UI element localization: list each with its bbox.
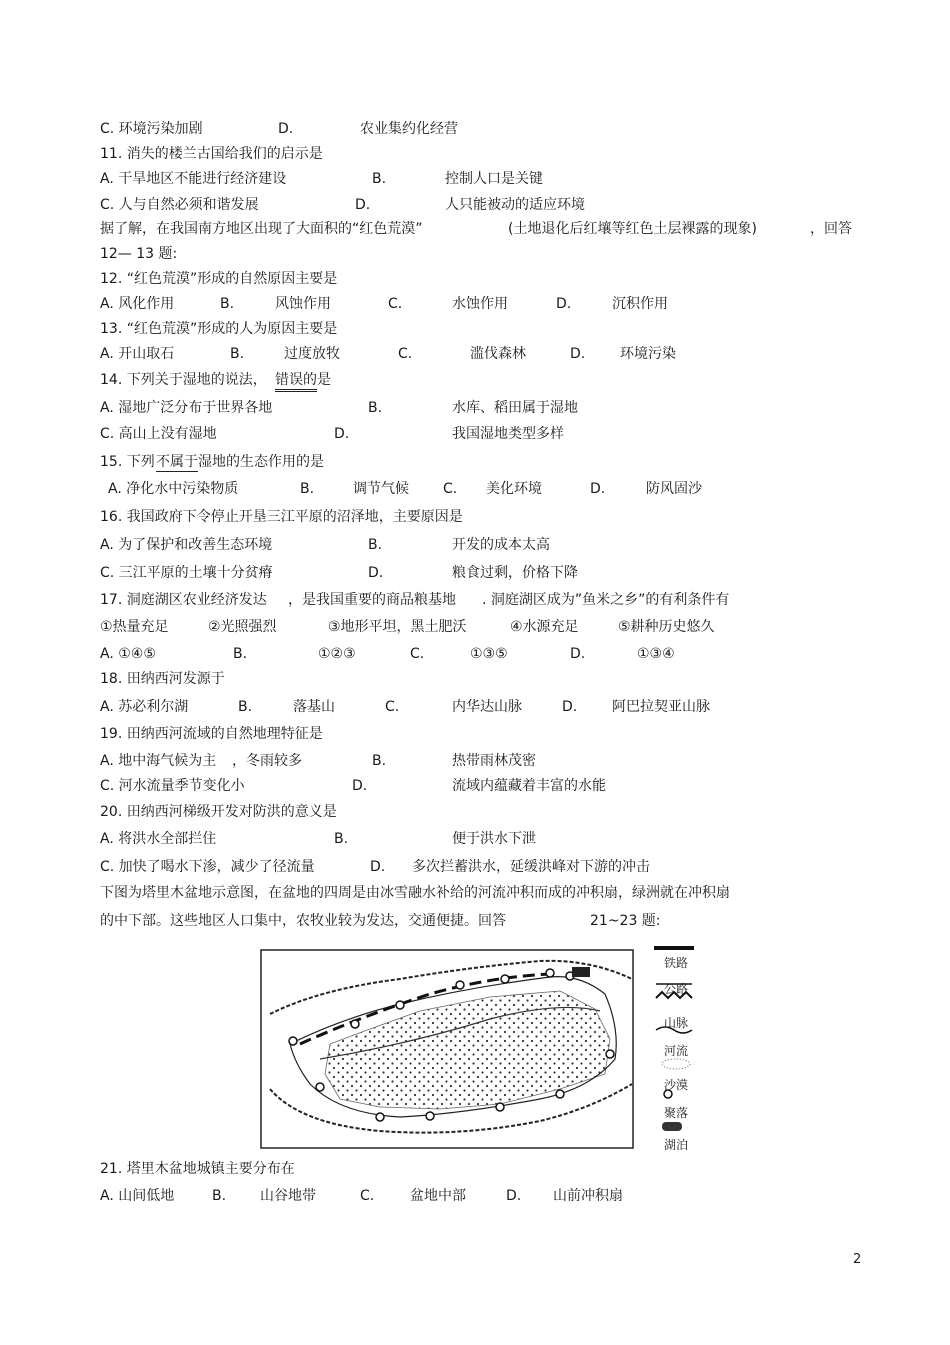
text-segment: C. 高山上没有湿地 — [100, 426, 217, 442]
text-segment: B. — [238, 699, 253, 715]
text-segment: D. — [570, 646, 586, 662]
text-segment: 15. 下列 — [100, 454, 155, 470]
legend-mountain: 山脉 — [663, 1016, 688, 1030]
text-segment: D. — [368, 565, 384, 581]
text-segment: 过度放牧 — [284, 346, 340, 362]
text-segment: A. 苏必利尔湖 — [100, 699, 189, 715]
text-segment: B. — [212, 1188, 227, 1204]
text-segment: D. — [562, 699, 578, 715]
text-segment: 12— 13 题: — [100, 246, 178, 262]
text-segment: ④水源充足 — [510, 619, 579, 635]
text-segment: 盆地中部 — [410, 1188, 466, 1204]
text-segment: B. — [368, 400, 383, 416]
text-segment: D. — [506, 1188, 522, 1204]
page-number: 2 — [853, 1252, 862, 1267]
legend-road: 公路 — [663, 982, 688, 996]
text-segment: B. — [334, 831, 349, 847]
text-segment: 热带雨林茂密 — [452, 753, 536, 769]
text-segment: 不属于 — [156, 454, 198, 470]
text-segment: 滥伐森林 — [470, 346, 526, 362]
text-segment: 阿巴拉契亚山脉 — [612, 699, 710, 715]
text-segment: A. 开山取石 — [100, 346, 175, 362]
text-segment: ，回答 — [810, 221, 852, 237]
text-segment: 风蚀作用 — [275, 296, 331, 312]
text-segment: ①③⑤ — [470, 646, 508, 662]
text-segment: ②光照强烈 — [208, 619, 277, 635]
text-segment: 控制人口是关键 — [445, 171, 543, 187]
text-segment: 调节气候 — [353, 481, 409, 497]
text-segment: 内华达山脉 — [452, 699, 522, 715]
text-segment: B. — [230, 346, 245, 362]
text-segment: 湿地的生态作用的是 — [198, 454, 324, 470]
text-segment: 多次拦蓄洪水，延缓洪峰对下游的冲击 — [412, 859, 650, 875]
text-segment: 11. 消失的楼兰古国给我们的启示是 — [100, 146, 323, 162]
text-segment: 21. 塔里木盆地城镇主要分布在 — [100, 1161, 295, 1177]
text-segment: D. — [355, 197, 371, 213]
legend-river: 河流 — [663, 1044, 688, 1058]
text-segment: C. — [388, 296, 403, 312]
text-segment: A. 干旱地区不能进行经济建设 — [100, 171, 287, 187]
text-segment: B. — [372, 753, 387, 769]
text-segment: 20. 田纳西河梯级开发对防洪的意义是 — [100, 804, 337, 820]
text-segment: C. 加快了喝水下渗，减少了径流量 — [100, 859, 315, 875]
text-segment: C. — [385, 699, 400, 715]
text-segment: C. — [410, 646, 425, 662]
text-segment: 粮食过剩，价格下降 — [452, 565, 578, 581]
text-segment: 16. 我国政府下令停止开垦三江平原的沼泽地，主要原因是 — [100, 509, 463, 525]
text-segment: 沉积作用 — [612, 296, 668, 312]
text-segment: 17. 洞庭湖区农业经济发达 — [100, 592, 267, 608]
text-segment: 14. 下列关于湿地的说法， — [100, 372, 267, 388]
text-segment: A. 净化水中污染物质 — [108, 481, 239, 497]
text-segment: B. — [220, 296, 235, 312]
text-segment: ，是我国重要的商品粮基地 — [288, 592, 456, 608]
text-segment: D. — [334, 426, 350, 442]
text-segment: 农业集约化经营 — [360, 121, 458, 137]
text-segment: C. 环境污染加剧 — [100, 121, 203, 137]
text-segment: 便于洪水下泄 — [452, 831, 536, 847]
legend-settlement: 聚落 — [663, 1106, 688, 1120]
text-segment: 水蚀作用 — [452, 296, 508, 312]
text-segment: D. — [570, 346, 586, 362]
legend-lake: 湖泊 — [663, 1138, 688, 1152]
text-segment: ⑤耕种历史悠久 — [618, 619, 715, 635]
text-segment: C. 人与自然必须和谐发展 — [100, 197, 259, 213]
text-segment: 18. 田纳西河发源于 — [100, 671, 225, 687]
text-segment: 我国湿地类型多样 — [452, 426, 564, 442]
text-segment: 防风固沙 — [646, 481, 702, 497]
text-segment: 12. “红色荒漠”形成的自然原因主要是 — [100, 271, 338, 287]
text-segment: C. — [443, 481, 458, 497]
text-segment: B. — [372, 171, 387, 187]
text-segment: 水库、稻田属于湿地 — [452, 400, 578, 416]
text-segment: A. 山间低地 — [100, 1188, 175, 1204]
text-segment: C. 三江平原的土壤十分贫瘠 — [100, 565, 273, 581]
text-segment: ①热量充足 — [100, 619, 169, 635]
map-legend — [648, 944, 708, 1154]
text-segment: D. — [556, 296, 572, 312]
text-segment: (土地退化后红壤等红色土层裸露的现象) — [508, 221, 757, 237]
text-segment: 落基山 — [293, 699, 335, 715]
text-segment: A. ①④⑤ — [100, 646, 156, 662]
text-segment: ①②③ — [318, 646, 356, 662]
text-segment: C. 河水流量季节变化小 — [100, 778, 245, 794]
text-segment: 13. “红色荒漠”形成的人为原因主要是 — [100, 321, 338, 337]
text-segment: A. 湿地广泛分布于世界各地 — [100, 400, 273, 416]
text-segment: A. 为了保护和改善生态环境 — [100, 537, 273, 553]
text-segment: . 洞庭湖区成为”鱼米之乡”的有利条件有 — [482, 592, 730, 608]
text-segment: 21~23 题: — [590, 913, 661, 929]
text-segment: 环境污染 — [620, 346, 676, 362]
text-segment: 山谷地带 — [260, 1188, 316, 1204]
text-segment: 错误的 — [275, 371, 317, 392]
text-segment: 美化环境 — [486, 481, 542, 497]
text-segment: 山前冲积扇 — [553, 1188, 623, 1204]
text-segment: ③地形平坦，黑土肥沃 — [328, 619, 467, 635]
text-segment: C. — [360, 1188, 375, 1204]
text-segment: A. 将洪水全部拦住 — [100, 831, 217, 847]
tarim-basin-map — [260, 949, 634, 1149]
text-segment: B. — [368, 537, 383, 553]
text-segment: 开发的成本太高 — [452, 537, 550, 553]
text-segment: B. — [300, 481, 315, 497]
text-segment: A. 风化作用 — [100, 296, 175, 312]
text-segment: 据了解，在我国南方地区出现了大面积的“红色荒漠” — [100, 221, 423, 237]
legend-desert: 沙漠 — [663, 1078, 688, 1092]
text-segment: 19. 田纳西河流域的自然地理特征是 — [100, 726, 323, 742]
legend-railway: 铁路 — [663, 956, 688, 970]
text-segment: D. — [370, 859, 386, 875]
text-segment: D. — [278, 121, 294, 137]
text-segment: 人只能被动的适应环境 — [445, 197, 585, 213]
text-segment: 的中下部。这些地区人口集中，农牧业较为发达，交通便捷。回答 — [100, 913, 506, 929]
text-segment: D. — [352, 778, 368, 794]
text-segment: 流域内蕴藏着丰富的水能 — [452, 778, 606, 794]
text-segment: A. 地中海气候为主 — [100, 753, 217, 769]
text-segment: C. — [398, 346, 413, 362]
text-segment: ①③④ — [637, 646, 675, 662]
text-segment: B. — [233, 646, 248, 662]
text-segment: D. — [590, 481, 606, 497]
text-segment: ，冬雨较多 — [232, 753, 302, 769]
text-segment: 下图为塔里木盆地示意图，在盆地的四周是由冰雪融水补给的河流冲积而成的冲积扇，绿洲就在冲积扇 — [100, 885, 730, 901]
text-segment: 是 — [317, 372, 331, 388]
